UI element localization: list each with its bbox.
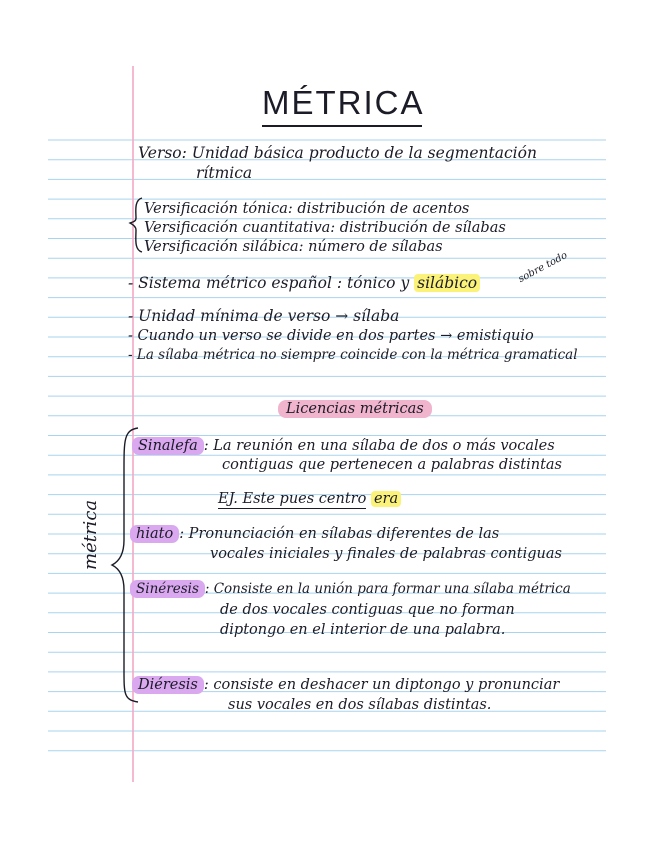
era-highlight: era bbox=[371, 491, 401, 507]
dieresis-def-line-2: sus vocales en dos sílabas distintas. bbox=[228, 697, 492, 713]
versificacion-brace bbox=[130, 198, 142, 252]
verso-term: Verso: Unidad básica producto de la segmentación bbox=[138, 144, 537, 162]
sineresis-def-line-3: diptongo en el interior de una palabra. bbox=[220, 622, 506, 638]
dieresis-term: Diéresis bbox=[132, 676, 204, 694]
versificacion-tonica: Versificación tónica: distribución de acentos bbox=[144, 201, 470, 217]
title-underline bbox=[262, 125, 422, 127]
metrica-side-label: métrica bbox=[80, 499, 101, 570]
hiato-entry: hiato : Pronunciación en sílabas diferentes de las bbox=[130, 527, 499, 542]
verso-def-line-2: rítmica bbox=[196, 164, 253, 182]
hiato-def-line-2: vocales iniciales y finales de palabras contiguas bbox=[210, 546, 562, 562]
bullet-verso-partes: - Cuando un verso se divide en dos partes → emistiquio bbox=[128, 328, 534, 344]
sineresis-term: Sinéresis bbox=[130, 580, 205, 598]
example-line: EJ. Este pues centro era bbox=[218, 492, 401, 507]
sinalefa-term: Sinalefa bbox=[132, 437, 204, 455]
bullet-silaba-metrica: - La sílaba métrica no siempre coincide con la métrica gramatical bbox=[128, 347, 578, 363]
sineresis-entry: Sinéresis : Consiste en la unión para formar una sílaba métrica bbox=[130, 583, 571, 597]
bullet-unidad: - Unidad mínima de verso → sílaba bbox=[128, 307, 400, 325]
versificacion-cuantitativa: Versificación cuantitativa: distribución de sílabas bbox=[144, 220, 506, 236]
licencias-heading: Licencias métricas bbox=[278, 402, 432, 417]
sineresis-def-line-2: de dos vocales contiguas que no forman bbox=[220, 602, 515, 618]
sinalefa-entry: Sinalefa : La reunión en una sílaba de dos o más vocales bbox=[132, 439, 555, 454]
silabico-highlight: silábico bbox=[414, 274, 480, 292]
page-title: MÉTRICA bbox=[262, 84, 425, 121]
sinalefa-def-line-2: contiguas que pertenecen a palabras distintas bbox=[222, 457, 562, 473]
dieresis-entry: Diéresis : consiste en deshacer un diptongo y pronunciar bbox=[132, 678, 559, 693]
versificacion-silabica: Versificación silábica: número de sílabas bbox=[144, 239, 443, 255]
licencias-brace bbox=[112, 428, 138, 702]
hiato-term: hiato bbox=[130, 525, 179, 543]
sobre-todo-note: sobre todo bbox=[516, 249, 570, 286]
sistema-metrico-line: - Sistema métrico español : tónico y silábico bbox=[128, 276, 480, 292]
